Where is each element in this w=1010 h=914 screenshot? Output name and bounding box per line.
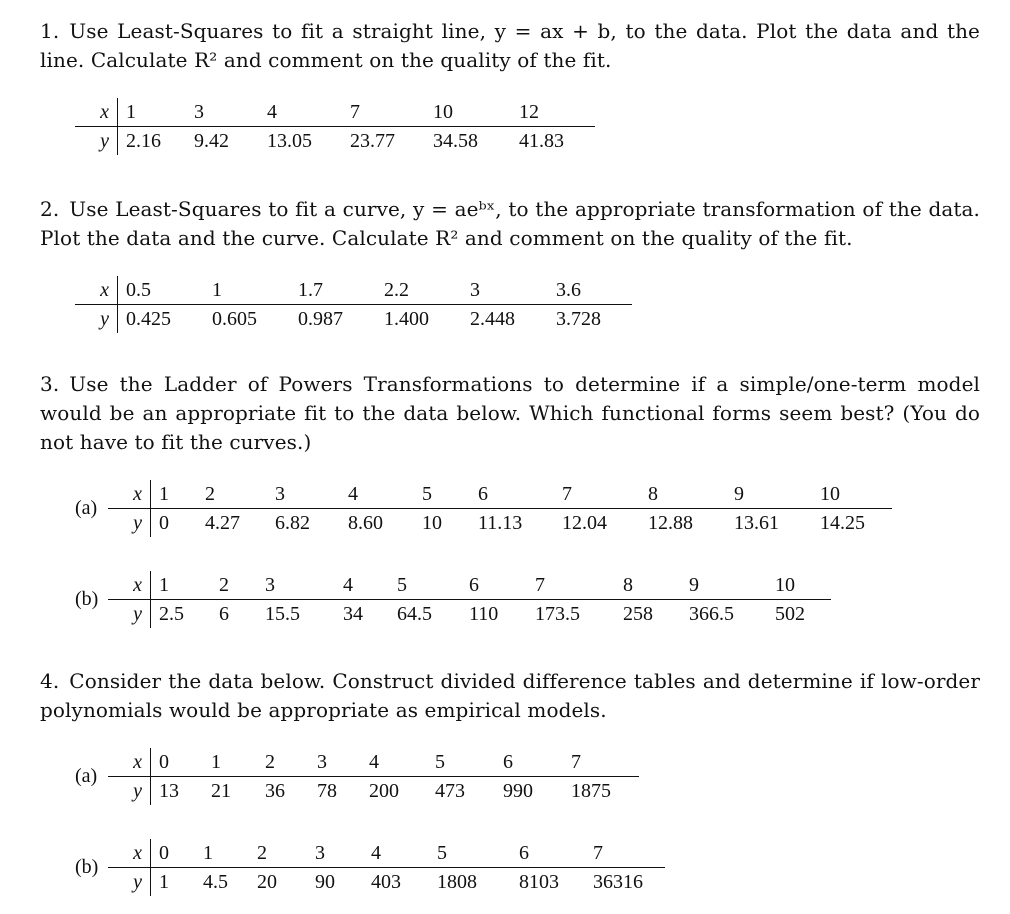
problem-4-text: 4. Consider the data below. Construct divided difference tables and determine if low-order polynomials would be appropriate as empirical models. — [40, 669, 980, 722]
y-value: 8103 — [519, 871, 559, 893]
x-value: 1 — [203, 748, 257, 777]
y-value: 3.728 — [556, 308, 601, 330]
y-value: 34.58 — [433, 130, 478, 152]
y-value: 21 — [211, 780, 231, 802]
problem-4a-table — [108, 748, 639, 805]
y-value: 2.448 — [470, 308, 515, 330]
problem-3-number: 3. — [40, 372, 60, 396]
problem-4-number: 4. — [40, 669, 60, 693]
x-value: 12 — [511, 98, 595, 127]
problem-3b-table — [108, 571, 831, 628]
x-value: 4 — [363, 839, 429, 868]
x-value: 4 — [259, 98, 342, 127]
y-value: 9.42 — [194, 130, 229, 152]
y-value: 20 — [257, 871, 277, 893]
x-value: 9 — [681, 571, 767, 600]
y-value: 1808 — [437, 871, 477, 893]
x-value: 5 — [389, 571, 461, 600]
x-value: 1 — [118, 98, 187, 127]
x-value: 3.6 — [548, 276, 632, 305]
y-value: 23.77 — [350, 130, 395, 152]
y-value: 366.5 — [689, 603, 734, 625]
y-value: 6.82 — [275, 512, 310, 534]
y-value: 0.425 — [126, 308, 171, 330]
problem-4a-label: (a) — [75, 765, 98, 787]
problem-1-table — [75, 98, 595, 155]
y-value: 0 — [159, 512, 169, 534]
x-value: 2 — [257, 748, 309, 777]
x-value: 7 — [342, 98, 425, 127]
y-value: 0.605 — [212, 308, 257, 330]
y-value: 8.60 — [348, 512, 383, 534]
problem-2-text: 2. Use Least-Squares to fit a curve, y = aeᵇˣ, to the appropriate transformation of the data. Plot the data and the curve. Calculate R² and comment on the quality of the fit. — [40, 197, 980, 250]
y-value: 4.5 — [203, 871, 228, 893]
problem-3-text: 3. Use the Ladder of Powers Transformations to determine if a simple/one-term model would be an appropriate fit to the data below. Which functional forms seem best? (You do not have to fit the curves.) — [40, 372, 980, 454]
x-value: 10 — [812, 480, 892, 509]
y-value: 6 — [219, 603, 229, 625]
x-value: 7 — [563, 748, 639, 777]
y-value: 11.13 — [478, 512, 523, 534]
problem-3b-label: (b) — [75, 588, 99, 610]
y-value: 473 — [435, 780, 465, 802]
x-value: 3 — [267, 480, 340, 509]
y-value: 110 — [469, 603, 499, 625]
x-label: x — [108, 480, 151, 509]
x-value: 6 — [495, 748, 563, 777]
x-value: 2 — [197, 480, 267, 509]
x-value: 3 — [462, 276, 548, 305]
y-value: 403 — [371, 871, 401, 893]
problem-2-table — [75, 276, 632, 333]
x-value: 5 — [429, 839, 511, 868]
y-value: 0.987 — [298, 308, 343, 330]
x-value: 8 — [615, 571, 681, 600]
y-value: 200 — [369, 780, 399, 802]
x-value: 5 — [414, 480, 470, 509]
y-value: 2.5 — [159, 603, 184, 625]
y-value: 1 — [159, 871, 169, 893]
y-value: 173.5 — [535, 603, 580, 625]
x-value: 7 — [527, 571, 615, 600]
y-value: 34 — [343, 603, 363, 625]
problem-2-number: 2. — [40, 197, 60, 221]
x-value: 1 — [204, 276, 290, 305]
x-value: 1 — [151, 571, 212, 600]
y-value: 502 — [775, 603, 805, 625]
y-value: 12.88 — [648, 512, 693, 534]
x-value: 0 — [151, 839, 196, 868]
x-label: x — [108, 748, 151, 777]
y-value: 15.5 — [265, 603, 300, 625]
x-value: 5 — [427, 748, 495, 777]
y-label: y — [108, 777, 151, 806]
x-label: x — [75, 98, 118, 127]
x-value: 9 — [726, 480, 812, 509]
y-value: 41.83 — [519, 130, 564, 152]
x-value: 10 — [425, 98, 511, 127]
x-value: 0 — [151, 748, 204, 777]
x-value: 10 — [767, 571, 831, 600]
x-label: x — [108, 571, 151, 600]
y-value: 13.05 — [267, 130, 312, 152]
y-label: y — [108, 509, 151, 538]
problem-1-text: 1. Use Least-Squares to fit a straight line, y = ax + b, to the data. Plot the data and the line. Calculate R² and comment on the quality of the fit. — [40, 19, 980, 72]
problem-3a-table — [108, 480, 892, 537]
problem-4b-table — [108, 839, 665, 896]
problem-3a-label: (a) — [75, 497, 98, 519]
y-value: 78 — [317, 780, 337, 802]
y-value: 36316 — [593, 871, 643, 893]
x-value: 6 — [511, 839, 585, 868]
y-value: 1875 — [571, 780, 611, 802]
y-label: y — [75, 127, 118, 156]
y-value: 12.04 — [562, 512, 607, 534]
problem-1-number: 1. — [40, 19, 60, 43]
x-value: 8 — [640, 480, 726, 509]
x-value: 3 — [309, 748, 361, 777]
x-value: 1.7 — [290, 276, 376, 305]
x-value: 4 — [361, 748, 427, 777]
y-value: 64.5 — [397, 603, 432, 625]
x-label: x — [108, 839, 151, 868]
x-value: 1 — [195, 839, 249, 868]
y-value: 2.16 — [126, 130, 161, 152]
x-label: x — [75, 276, 118, 305]
y-label: y — [108, 868, 151, 897]
x-value: 0.5 — [118, 276, 205, 305]
y-value: 13.61 — [734, 512, 779, 534]
x-value: 2 — [249, 839, 307, 868]
y-label: y — [75, 305, 118, 334]
x-value: 6 — [461, 571, 527, 600]
y-value: 990 — [503, 780, 533, 802]
x-value: 3 — [307, 839, 363, 868]
y-label: y — [108, 600, 151, 629]
y-value: 36 — [265, 780, 285, 802]
x-value: 2 — [211, 571, 257, 600]
x-value: 7 — [585, 839, 665, 868]
x-value: 7 — [554, 480, 640, 509]
x-value: 3 — [186, 98, 259, 127]
y-value: 14.25 — [820, 512, 865, 534]
x-value: 3 — [257, 571, 335, 600]
y-value: 10 — [422, 512, 442, 534]
x-value: 1 — [151, 480, 198, 509]
y-value: 90 — [315, 871, 335, 893]
y-value: 1.400 — [384, 308, 429, 330]
x-value: 2.2 — [376, 276, 462, 305]
x-value: 4 — [340, 480, 414, 509]
y-value: 258 — [623, 603, 653, 625]
x-value: 4 — [335, 571, 389, 600]
x-value: 6 — [470, 480, 554, 509]
y-value: 13 — [159, 780, 179, 802]
problem-4b-label: (b) — [75, 856, 99, 878]
y-value: 4.27 — [205, 512, 240, 534]
